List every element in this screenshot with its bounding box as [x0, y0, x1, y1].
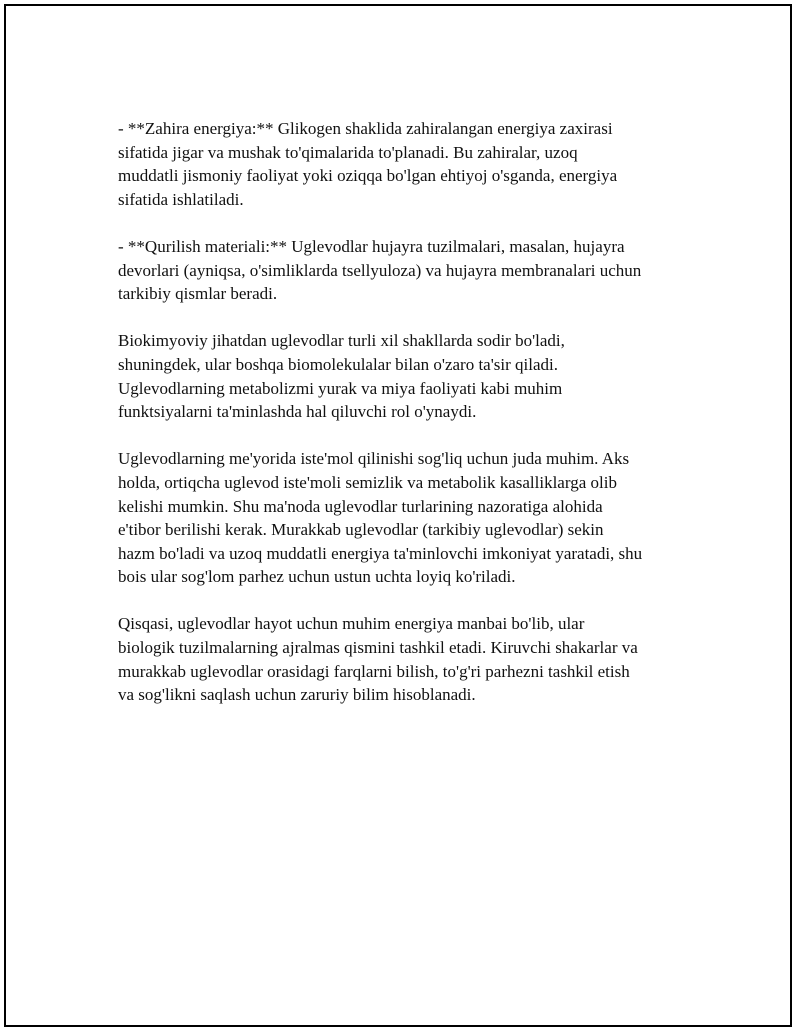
- paragraph-zahira-energiya: [118, 117, 718, 211]
- text-line: - **Zahira energiya:** Glikogen shaklida zahiralangan energiya zaxirasi: [118, 119, 613, 138]
- text-line: va sog'likni saqlash uchun zaruriy bilim hisoblanadi.: [118, 685, 476, 705]
- paragraph-biokimyoviy: [118, 329, 718, 423]
- text-line: biologik tuzilmalarning ajralmas qismini tashkil etadi. Kiruvchi shakarlar va: [118, 638, 638, 658]
- text-line: - **Qurilish materiali:** Uglevodlar hujayra tuzilmalari, masalan, hujayra: [118, 236, 625, 256]
- text-line: tarkibiy qismlar beradi.: [118, 284, 278, 304]
- text-line: Uglevodlarning me'yorida iste'mol qilinishi sog'liq uchun juda muhim. Aks: [118, 449, 630, 469]
- text-line: Uglevodlarning metabolizmi yurak va miya faoliyati kabi muhim: [118, 378, 563, 398]
- paragraph-qisqasi: [118, 612, 718, 706]
- text-line: hazm bo'ladi va uzoq muddatli energiya ta'minlovchi imkoniyat yaratadi, shu: [118, 543, 643, 563]
- paragraph-meyorida-istemol: [118, 447, 718, 589]
- text-line: kelishi mumkin. Shu ma'noda uglevodlar turlarining nazoratiga alohida: [118, 496, 603, 516]
- text-line: shuningdek, ular boshqa biomolekulalar bilan o'zaro ta'sir qiladi.: [118, 354, 558, 374]
- text-line: murakkab uglevodlar orasidagi farqlarni bilish, to'g'ri parhezni tashkil etish: [118, 661, 630, 681]
- text-line: Qisqasi, uglevodlar hayot uchun muhim energiya manbai bo'lib, ular: [118, 614, 585, 634]
- text-line: devorlari (ayniqsa, o'simliklarda tsellyuloza) va hujayra membranalari uchun: [118, 260, 642, 280]
- text-line: sifatida ishlatiladi.: [118, 189, 244, 209]
- document-body: [118, 117, 718, 730]
- text-line: Biokimyoviy jihatdan uglevodlar turli xil shakllarda sodir bo'ladi,: [118, 331, 565, 351]
- text-line: e'tibor berilishi kerak. Murakkab uglevodlar (tarkibiy uglevodlar) sekin: [118, 520, 604, 540]
- text-line: sifatida jigar va mushak to'qimalarida to'planadi. Bu zahiralar, uzoq: [118, 142, 578, 162]
- text-line: funktsiyalarni ta'minlashda hal qiluvchi rol o'ynaydi.: [118, 402, 477, 422]
- text-line: holda, ortiqcha uglevod iste'moli semizlik va metabolik kasalliklarga olib: [118, 472, 617, 492]
- paragraph-qurilish-materiali: [118, 235, 718, 306]
- text-line: bois ular sog'lom parhez uchun ustun uchta loyiq ko'riladi.: [118, 567, 516, 587]
- text-line: muddatli jismoniy faoliyat yoki oziqqa bo'lgan ehtiyoj o'sganda, energiya: [118, 166, 618, 186]
